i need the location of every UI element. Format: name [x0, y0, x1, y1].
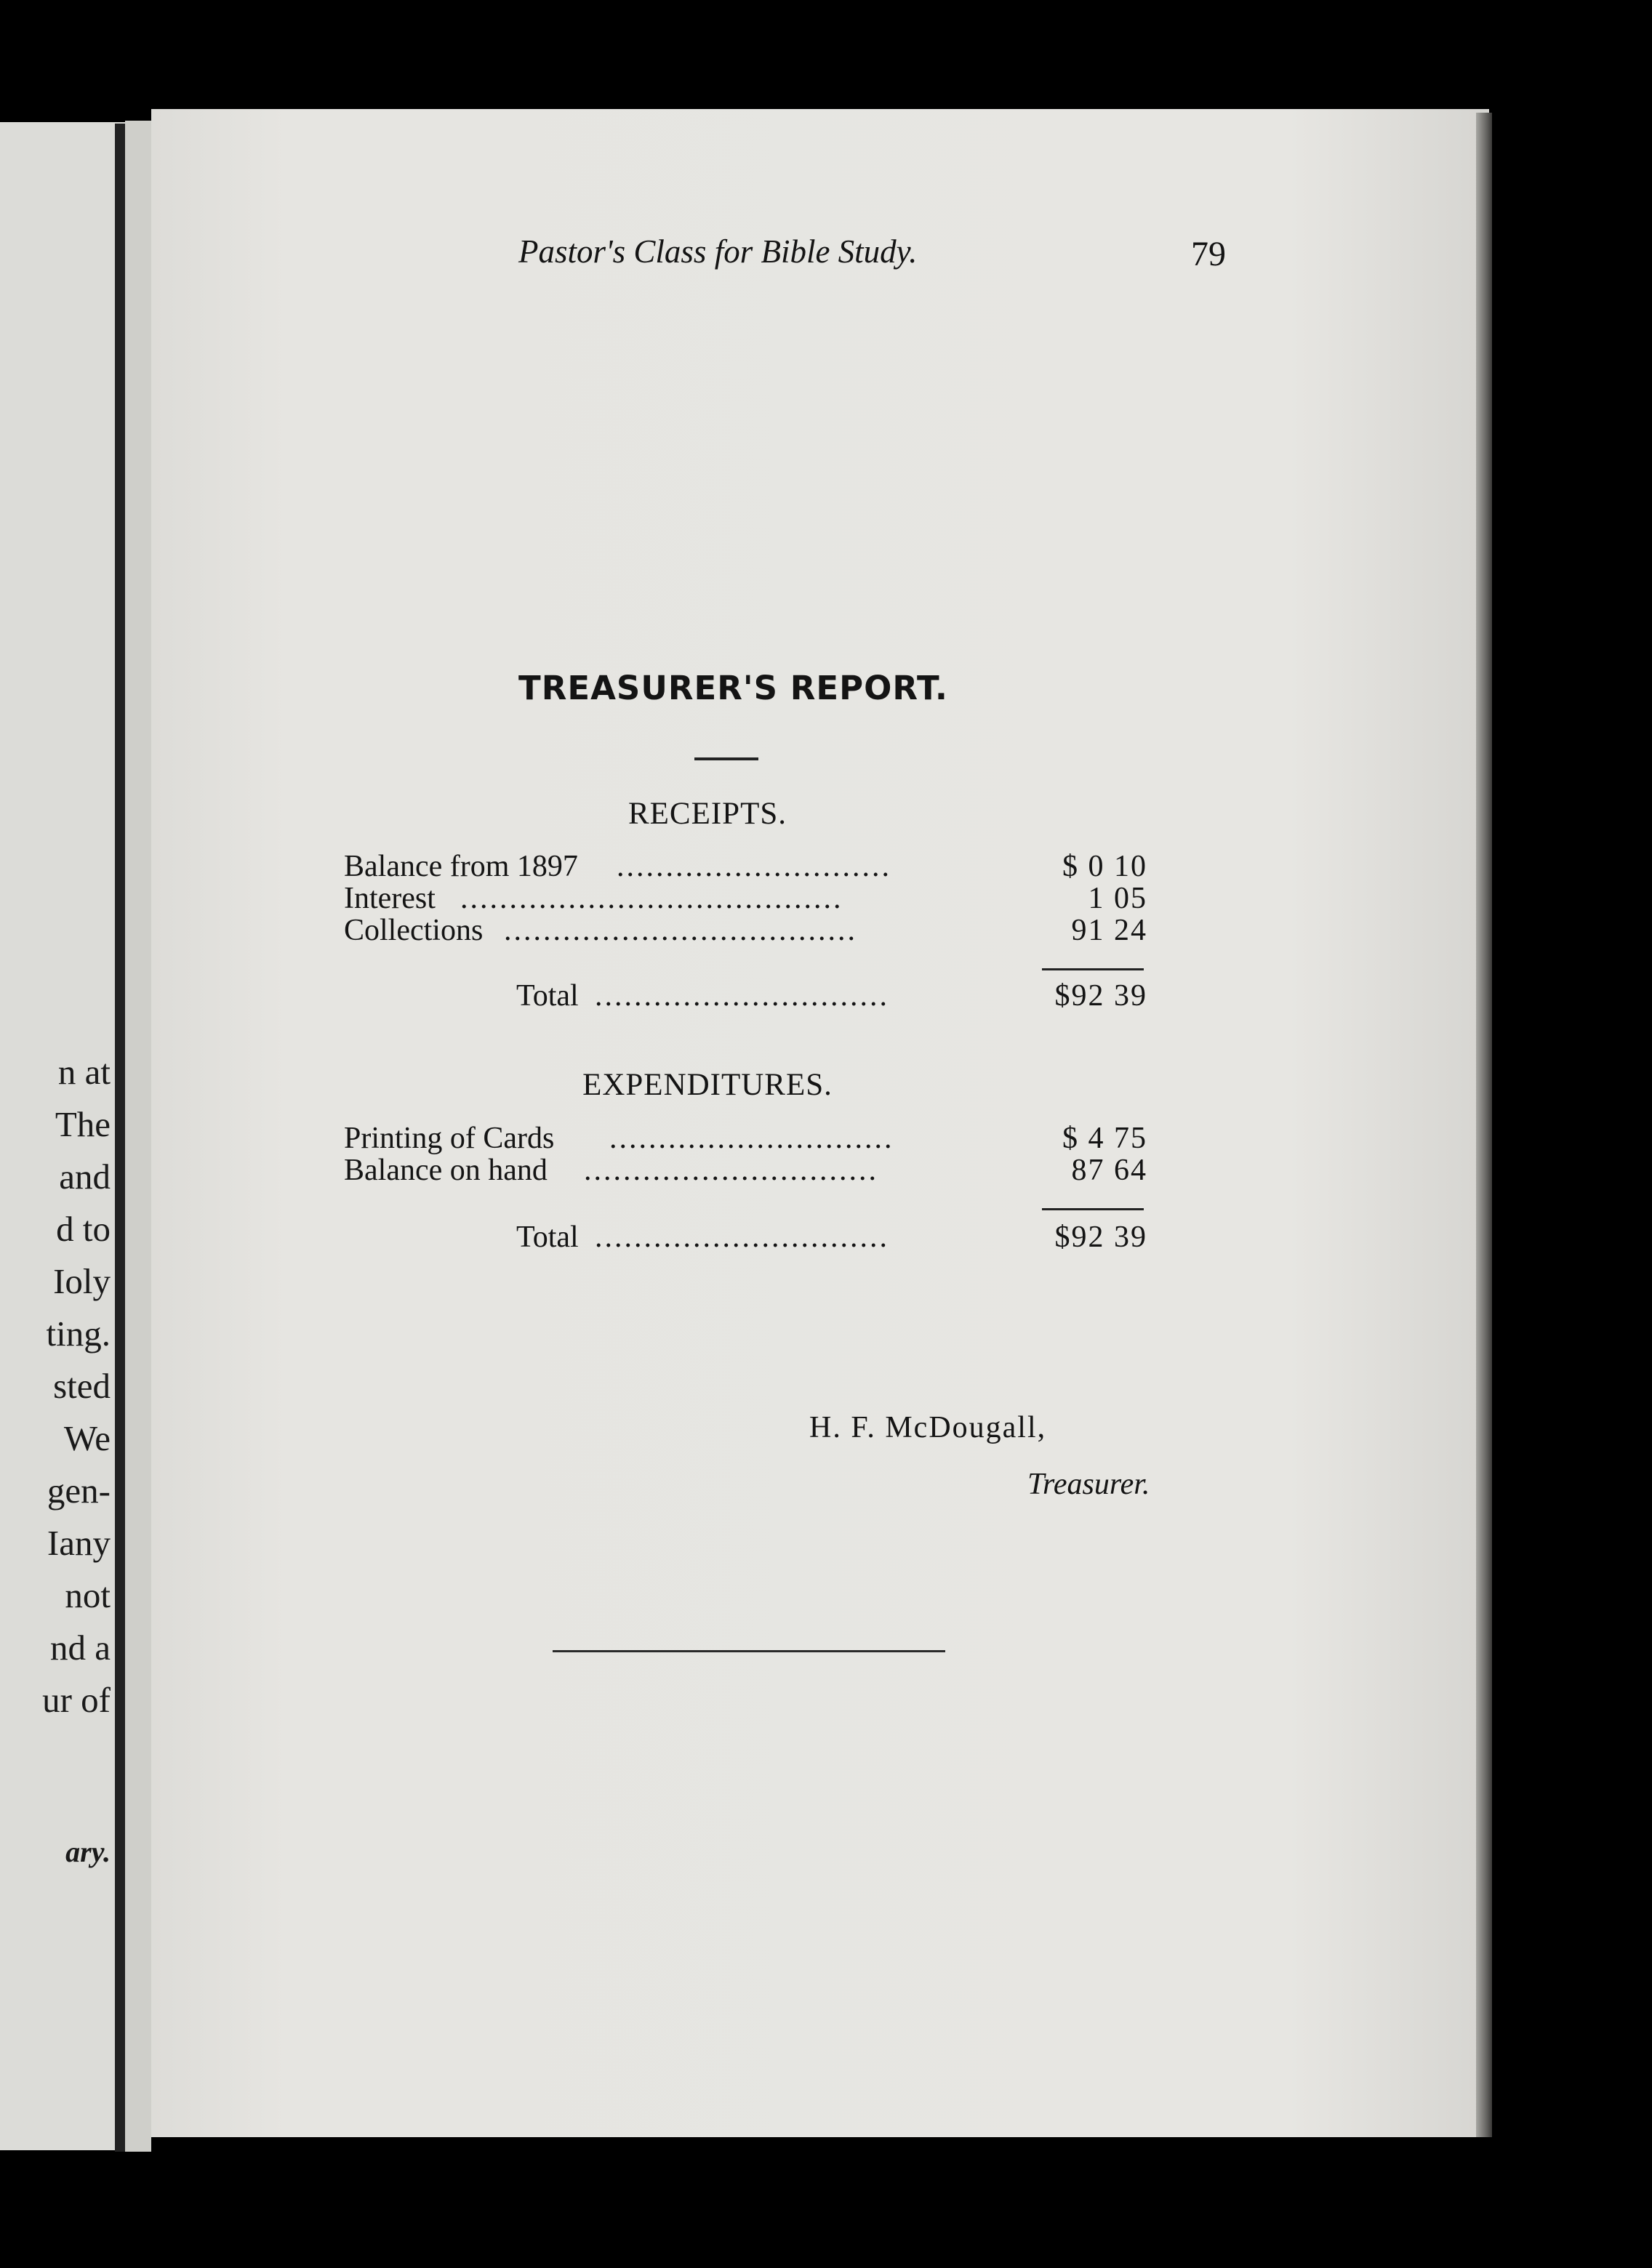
gutter — [125, 121, 151, 2152]
dot-leader: ....................................... — [460, 882, 843, 915]
left-page-line: The — [55, 1104, 111, 1144]
receipts-heading: RECEIPTS. — [627, 797, 787, 831]
running-head: Pastor's Class for Bible Study. — [518, 233, 918, 270]
row-amount: 1 05 — [1088, 882, 1147, 915]
row-amount: $ 0 10 — [1062, 850, 1147, 883]
receipts-row — [344, 881, 1147, 916]
treasurer-name: H. F. McDougall, — [809, 1411, 1047, 1444]
total-label: Total — [516, 979, 579, 1013]
receipts-total-row — [344, 978, 1147, 1013]
left-page-line: n at — [57, 1052, 111, 1092]
report-title: TREASURER'S REPORT. — [518, 669, 948, 707]
dot-leader: .................................... — [504, 914, 857, 947]
row-amount: 91 24 — [1071, 914, 1147, 947]
left-page-line: We — [63, 1418, 111, 1458]
dot-leader: .............................. — [584, 1154, 878, 1187]
page-number: 79 — [1191, 235, 1226, 273]
sum-rule — [1042, 968, 1144, 970]
expenditures-row — [344, 1121, 1147, 1156]
left-page-line: d to — [56, 1209, 111, 1249]
left-page-line: Iany — [47, 1523, 111, 1563]
left-page-line: ur of — [42, 1680, 111, 1720]
dot-leader: ............................. — [609, 1122, 894, 1155]
left-page-line: Ioly — [53, 1261, 111, 1301]
left-page-line: nd a — [50, 1628, 111, 1668]
expenditures-total-row — [344, 1220, 1147, 1255]
total-amount: $92 39 — [1054, 1221, 1147, 1254]
row-label: Interest — [344, 882, 436, 915]
closing-rule — [553, 1650, 945, 1652]
row-label: Printing of Cards — [344, 1122, 555, 1155]
row-label: Balance from 1897 — [344, 850, 578, 883]
expenditures-heading: EXPENDITURES. — [582, 1068, 833, 1102]
left-page-line: sted — [53, 1366, 111, 1406]
treasurer-title: Treasurer. — [1027, 1468, 1150, 1501]
receipts-row — [344, 849, 1147, 884]
receipts-row — [344, 913, 1147, 948]
right-page — [151, 109, 1489, 2137]
row-label: Balance on hand — [344, 1154, 548, 1187]
total-amount: $92 39 — [1054, 979, 1147, 1013]
left-page-line: and — [59, 1157, 111, 1197]
row-amount: 87 64 — [1071, 1154, 1147, 1187]
dot-leader: .............................. — [595, 1221, 889, 1254]
sum-rule — [1042, 1208, 1144, 1210]
expenditures-row — [344, 1153, 1147, 1188]
left-page-line: not — [65, 1575, 111, 1615]
row-amount: $ 4 75 — [1062, 1122, 1147, 1155]
book-spine — [115, 124, 125, 2152]
row-label: Collections — [344, 914, 484, 947]
total-label: Total — [516, 1221, 579, 1254]
left-page-line: gen- — [47, 1471, 111, 1511]
left-page-line: ting. — [46, 1314, 111, 1354]
left-page-signature: ary. — [65, 1835, 111, 1868]
dot-leader: ............................ — [617, 850, 891, 883]
dot-leader: .............................. — [595, 979, 889, 1013]
title-rule — [694, 757, 758, 760]
page-edge — [1476, 113, 1492, 2137]
